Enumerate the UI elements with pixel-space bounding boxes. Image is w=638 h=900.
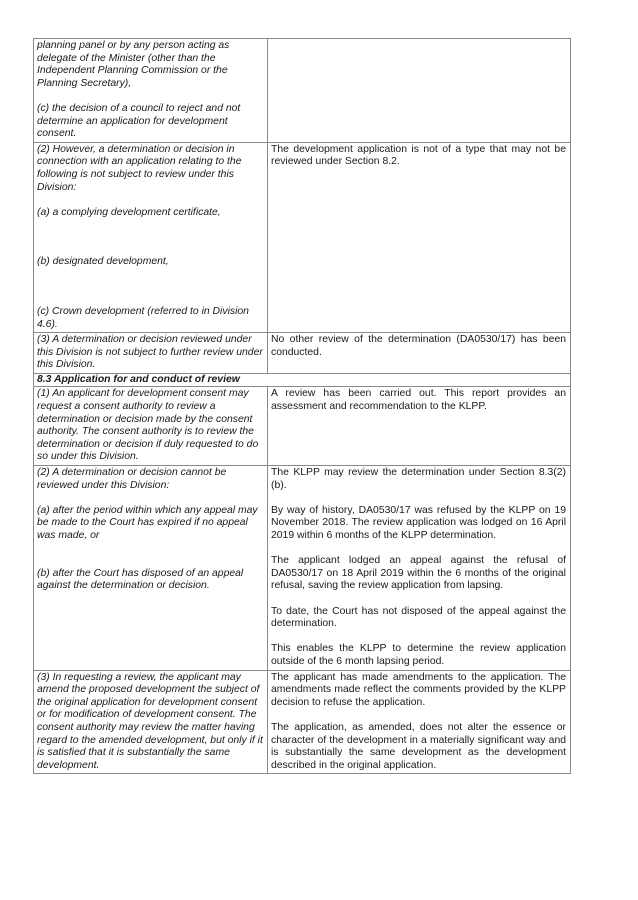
document-page [33,38,571,774]
legislation-text: (2) However, a determination or decision in connection with an application relating to the following is not subject to review under this Division: [37,143,242,193]
section-heading-row [34,373,571,387]
legislation-cell [34,39,268,143]
legislation-text: (a) after the period within which any appeal may be made to the Court has expired if no appeal was made, or [37,504,258,541]
assessment-cell [268,466,571,671]
legislation-text: (b) designated development, [37,256,169,268]
legislation-text: (2) A determination or decision cannot be reviewed under this Division: [37,467,227,491]
legislation-cell [34,142,268,332]
assessment-text: To date, the Court has not disposed of the appeal against the determination. [271,605,566,630]
legislation-text: (1) An applicant for development consent may request a consent authority to review a determination or decision made by the consent authority. The consent authority is to review the determination or decision if duly requested to do so under this Division. [37,388,259,463]
table-row [34,387,571,466]
assessment-cell [268,670,571,774]
legislation-cell [34,670,268,774]
assessment-text: This enables the KLPP to determine the review application outside of the 6 month lapsing period. [271,643,566,667]
assessment-text: By way of history, DA0530/17 was refused by the KLPP on 19 November 2018. The review application was lodged on 16 April 2019 within 6 months of the KLPP determination. [271,504,566,541]
legislation-cell [34,333,268,374]
table-row [34,466,571,671]
legislation-text: (3) In requesting a review, the applicant may amend the proposed development the subject of the original application for development consent or for modification of development consent. The consent authority may review the matter having regard to the amended development, but only if it is satisfied that it is substantially the same development. [37,671,263,771]
table-row [34,39,571,143]
table-row [34,333,571,374]
assessment-text: The application, as amended, does not alter the essence or character of the development in a materially significant way and is substantially the same development as the development described in the original application. [271,721,566,771]
assessment-text: The applicant has made amendments to the application. The amendments made reflect the comments provided by the KLPP decision to refuse the application. [271,671,566,708]
assessment-text: A review has been carried out. This report provides an assessment and recommendation to the KLPP. [271,388,566,413]
assessment-cell [268,142,571,332]
legislation-assessment-table [33,38,571,774]
legislation-text: planning panel or by any person acting as delegate of the Minister (other than the Independent Planning Commission or the Planning Secretary), [37,40,230,89]
legislation-text: (b) after the Court has disposed of an appeal against the determination or decision. [37,567,244,592]
table-row [34,142,571,332]
legislation-cell [34,387,268,466]
assessment-text: The development application is not of a type that may not be reviewed under Section 8.2. [271,143,566,168]
legislation-text: (a) a complying development certificate, [37,206,221,218]
assessment-text: No other review of the determination (DA0530/17) has been conducted. [271,334,566,358]
section-heading: 8.3 Application for and conduct of review [34,373,571,387]
legislation-text: (3) A determination or decision reviewed under this Division is not subject to further review under this Division. [37,334,263,371]
assessment-text: The KLPP may review the determination under Section 8.3(2)(b). [271,467,566,491]
assessment-cell [268,333,571,374]
assessment-text: The applicant lodged an appeal against the refusal of DA0530/17 on 18 April 2019 within the 6 months of the original refusal, saving the review application from lapsing. [271,555,566,592]
assessment-cell [268,387,571,466]
legislation-text: (c) the decision of a council to reject and not determine an application for development consent. [37,102,241,140]
table-row [34,670,571,774]
legislation-text: (c) Crown development (referred to in Division 4.6). [37,305,249,330]
assessment-cell [268,39,571,143]
legislation-cell [34,466,268,671]
